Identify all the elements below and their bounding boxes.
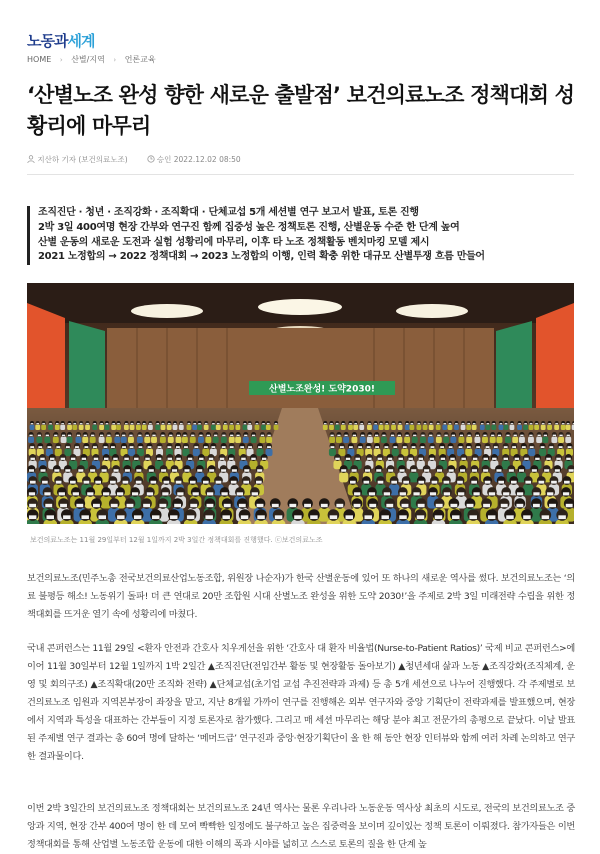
logo-text-b: 세계 [67,32,95,50]
chevron-right-icon: › [113,56,117,64]
article-summary [27,206,585,265]
chevron-right-icon: › [59,56,63,64]
header-divider [27,174,574,175]
summary-line: 2021 노정합의 → 2022 정책대회 → 2023 노정합의 이행, 인력 확충 위한 대규모 산별투쟁 흐름 만들어 [38,251,485,263]
summary-line: 2박 3일 400여명 현장 간부와 연구진 함께 집중성 높은 정책토론 진행, 산별운동 수준 한 단계 높여 [38,221,460,233]
breadcrumb-section[interactable]: 산별/지역 [71,55,105,64]
breadcrumb-home[interactable]: HOME [27,55,52,64]
article-title: ‘산별노조 완성 향한 새로운 출발점’ 보건의료노조 정책대회 성황리에 마무리 [27,83,575,138]
body-paragraph: 이번 2박 3일간의 보건의료노조 정책대회는 보건의료노조 24년 역사는 물론 우리나라 노동운동 역사상 최초의 시도로, 전국의 보건의료노조 중앙과 지역, 현장 간부 400여 명이 한 데 모여 빡빡한 일정에도 불구하고 높은 집중력을 보이며 깊이있는 정책 토론이 이뤄졌다. 참가자들은 이번 정책대회를 통해 산업별 노동조합 운동에 대한 이해의 폭과 시야를 넓히고 스스로 토론의 질을 한 단계 높 [27,803,575,850]
conference-photo-illustration [27,283,574,524]
article-date: 승인 2022.12.02 08:50 [156,155,241,164]
breadcrumb-category[interactable]: 언론교육 [124,55,156,64]
clock-icon [147,155,157,164]
user-icon [27,155,37,164]
breadcrumb [27,54,156,65]
summary-line: 조직진단 · 청년 · 조직강화 · 조직확대 · 단체교섭 5개 세션별 연구 보고서 발표, 토론 진행 [38,207,419,218]
body-paragraph: 국내 콘퍼런스는 11월 29일 <환자 안전과 간호사 치우게선을 위한 ‘간호사 대 환자 비율법(Nurse-to-Patient Ratios)’ 국제 비교 콘퍼런스>에 이어 11월 30일부터 12월 1일까지 1박 2일간 ▲조직진단(전임간부 활동 및 현장활동 돌아보기) ▲청년세대 삶과 노동 ▲조직강화(조직체계, 운영 및 회의구조) ▲조직확대(20만 조직화 전략) ▲단체교섭(초기업 교섭 추진전략과 과제) 등 총 5개 세션으로 나누어 진행했다. 각 주제별로 보건의료노조 임원과 지역본부장이 좌장을 맡고, 지난 8개월 가까이 연구를 진행해온 외부 연구자와 중앙 기획단이 전략과제를 발표했으며, 현장에서 지역과 특성을 대표하는 간부들이 지정 토론자로 참가했다. 그리고 매 세션 마무리는 해당 분야 최고 전문가의 총평으로 끝났다. 이날 발표된 주제별 연구 결과는 총 60여 명에 달하는 ‘메머드급’ 연구진과 중앙·현장기획단이 올 한 해 동안 현장 인터뷰와 함께 여러 차례 논의하고 연구한 결과물이다. [27,643,575,762]
stage-banner-text: 산별노조완성! 도약2030! [269,384,375,395]
logo-text-a: 노동과 [27,32,68,50]
article-meta [27,154,241,165]
site-logo[interactable] [27,30,94,51]
article-photo[interactable] [27,283,574,524]
article-author[interactable]: 지산하 기자 (보건의료노조) [37,155,128,164]
summary-line: 산별 운동의 새로운 도전과 실험 성황리에 마무리, 이후 타 노조 정책활동 벤치마킹 모델 제시 [38,236,430,248]
photo-caption: 보건의료노조는 11월 29일부터 12월 1일까지 2박 3일간 정책대회를 진행했다. ⓒ보건의료노조 [30,536,323,544]
body-paragraph: 보건의료노조(민주노총 전국보건의료산업노동조합, 위원장 나순자)가 한국 산별운동에 있어 또 하나의 새로운 역사를 썼다. 보건의료노조는 ‘의료 불평등 해소! 노동위기 돌파! 더 큰 연대로 20만 조합원 시대 산별노조 완성을 위한 도약 2030!’을 주제로 2박 3일 미래전략 수립을 위한 정책대회를 뜨거운 열기 속에 성황리에 마쳤다. [27,573,575,620]
